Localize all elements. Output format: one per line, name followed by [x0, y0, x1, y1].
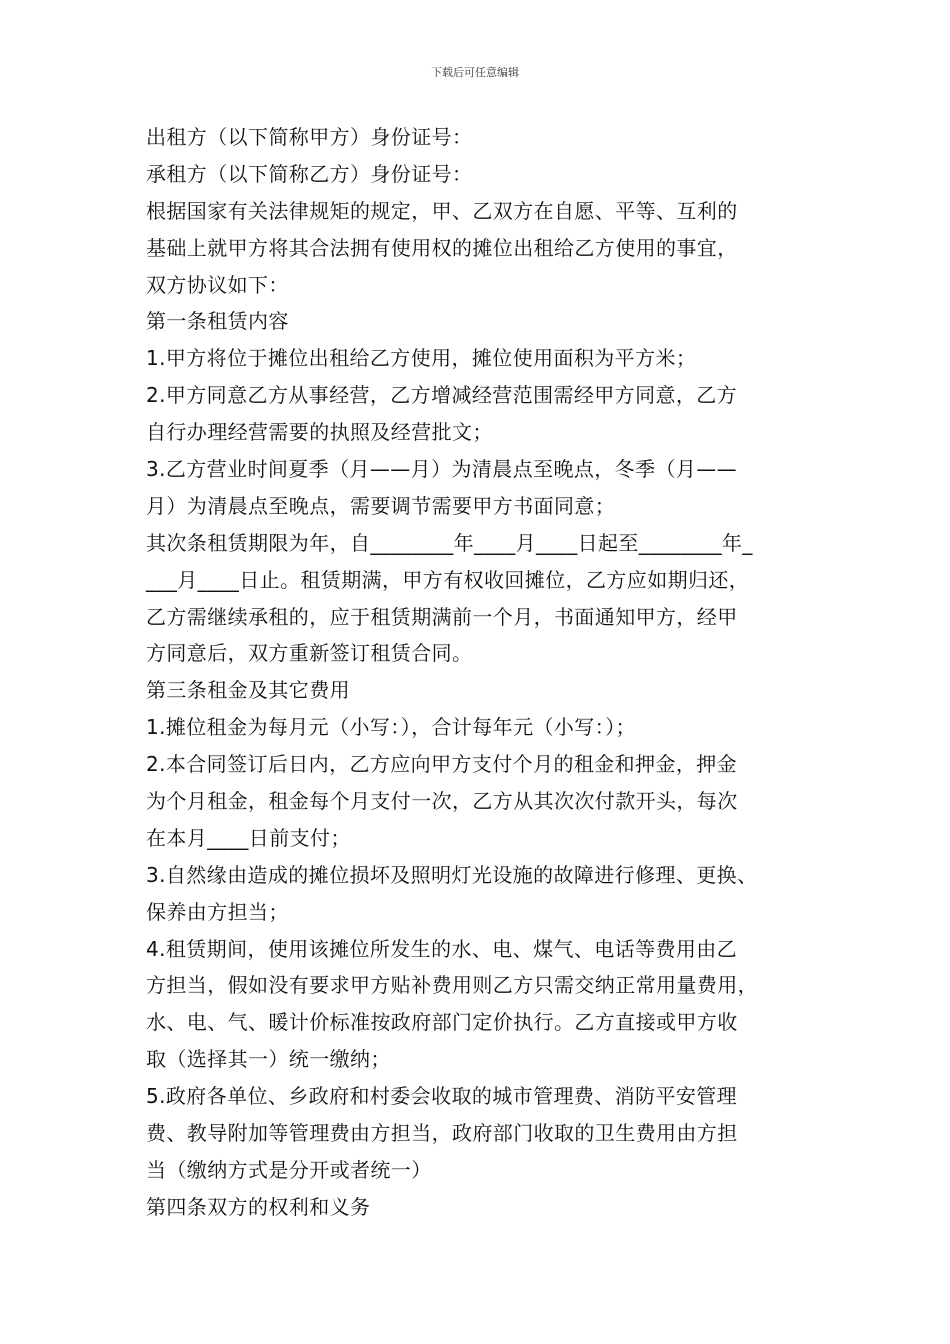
contract-body: [146, 119, 836, 1226]
text-line: 当（缴纳方式是分开或者统一）: [146, 1157, 432, 1182]
text-line: 2.本合同签订后日内，乙方应向甲方支付个月的租金和押金，押金: [146, 752, 738, 777]
text-line: 根据国家有关法律规矩的规定，甲、乙双方在自愿、平等、互利的: [146, 198, 738, 223]
text-line: 保养由方担当；: [146, 899, 289, 924]
text-line: 双方协议如下：: [146, 272, 289, 297]
text-line: 为个月租金，租金每个月支付一次，乙方从其次次付款开头，每次: [146, 789, 738, 814]
text-line: 在本月____日前支付；: [146, 825, 351, 850]
section-heading: 第三条租金及其它费用: [146, 678, 350, 703]
text-line: 1.甲方将位于摊位出租给乙方使用，摊位使用面积为平方米；: [146, 346, 697, 371]
text-line: 其次条租赁期限为年，自________年____月____日起至________年_: [146, 530, 753, 555]
text-line: 取（选择其一）统一缴纳；: [146, 1047, 391, 1072]
text-line: 3.自然缘由造成的摊位损坏及照明灯光设施的故障进行修理、更换、: [146, 862, 758, 887]
section-heading: 第四条双方的权利和义务: [146, 1194, 371, 1219]
text-line: 费、教导附加等管理费由方担当，政府部门收取的卫生费用由方担: [146, 1121, 738, 1146]
text-line: 方担当，假如没有要求甲方贴补费用则乙方只需交纳正常用量费用，: [146, 973, 758, 998]
text-line: 基础上就甲方将其合法拥有使用权的摊位出租给乙方使用的事宜，: [146, 235, 738, 260]
text-line: 1.摊位租金为每月元（小写：），合计每年元（小写：）；: [146, 715, 636, 740]
text-line: 方同意后，双方重新签订租赁合同。: [146, 641, 473, 666]
text-line: ___月____日止。租赁期满，甲方有权收回摊位，乙方应如期归还，: [146, 567, 750, 592]
text-line: 5.政府各单位、乡政府和村委会收取的城市管理费、消防平安管理: [146, 1084, 738, 1109]
text-line: 月）为清晨点至晚点，需要调节需要甲方书面同意；: [146, 493, 616, 518]
text-line: 自行办理经营需要的执照及经营批文；: [146, 420, 493, 445]
text-line: 乙方需继续承租的，应于租赁期满前一个月，书面通知甲方，经甲: [146, 604, 738, 629]
text-line: 水、电、气、暖计价标准按政府部门定价执行。乙方直接或甲方收: [146, 1010, 738, 1035]
text-line: 出租方（以下简称甲方）身份证号：: [146, 125, 473, 149]
page-header: 下载后可任意编辑: [431, 66, 519, 79]
text-line: 承租方（以下简称乙方）身份证号：: [146, 161, 473, 186]
text-line: 2.甲方同意乙方从事经营，乙方增减经营范围需经甲方同意，乙方: [146, 383, 738, 408]
text-line: 3.乙方营业时间夏季（月——月）为清晨点至晚点，冬季（月——: [146, 457, 738, 482]
section-heading: 第一条租赁内容: [146, 309, 289, 334]
text-line: 4.租赁期间，使用该摊位所发生的水、电、煤气、电话等费用由乙: [146, 936, 738, 961]
